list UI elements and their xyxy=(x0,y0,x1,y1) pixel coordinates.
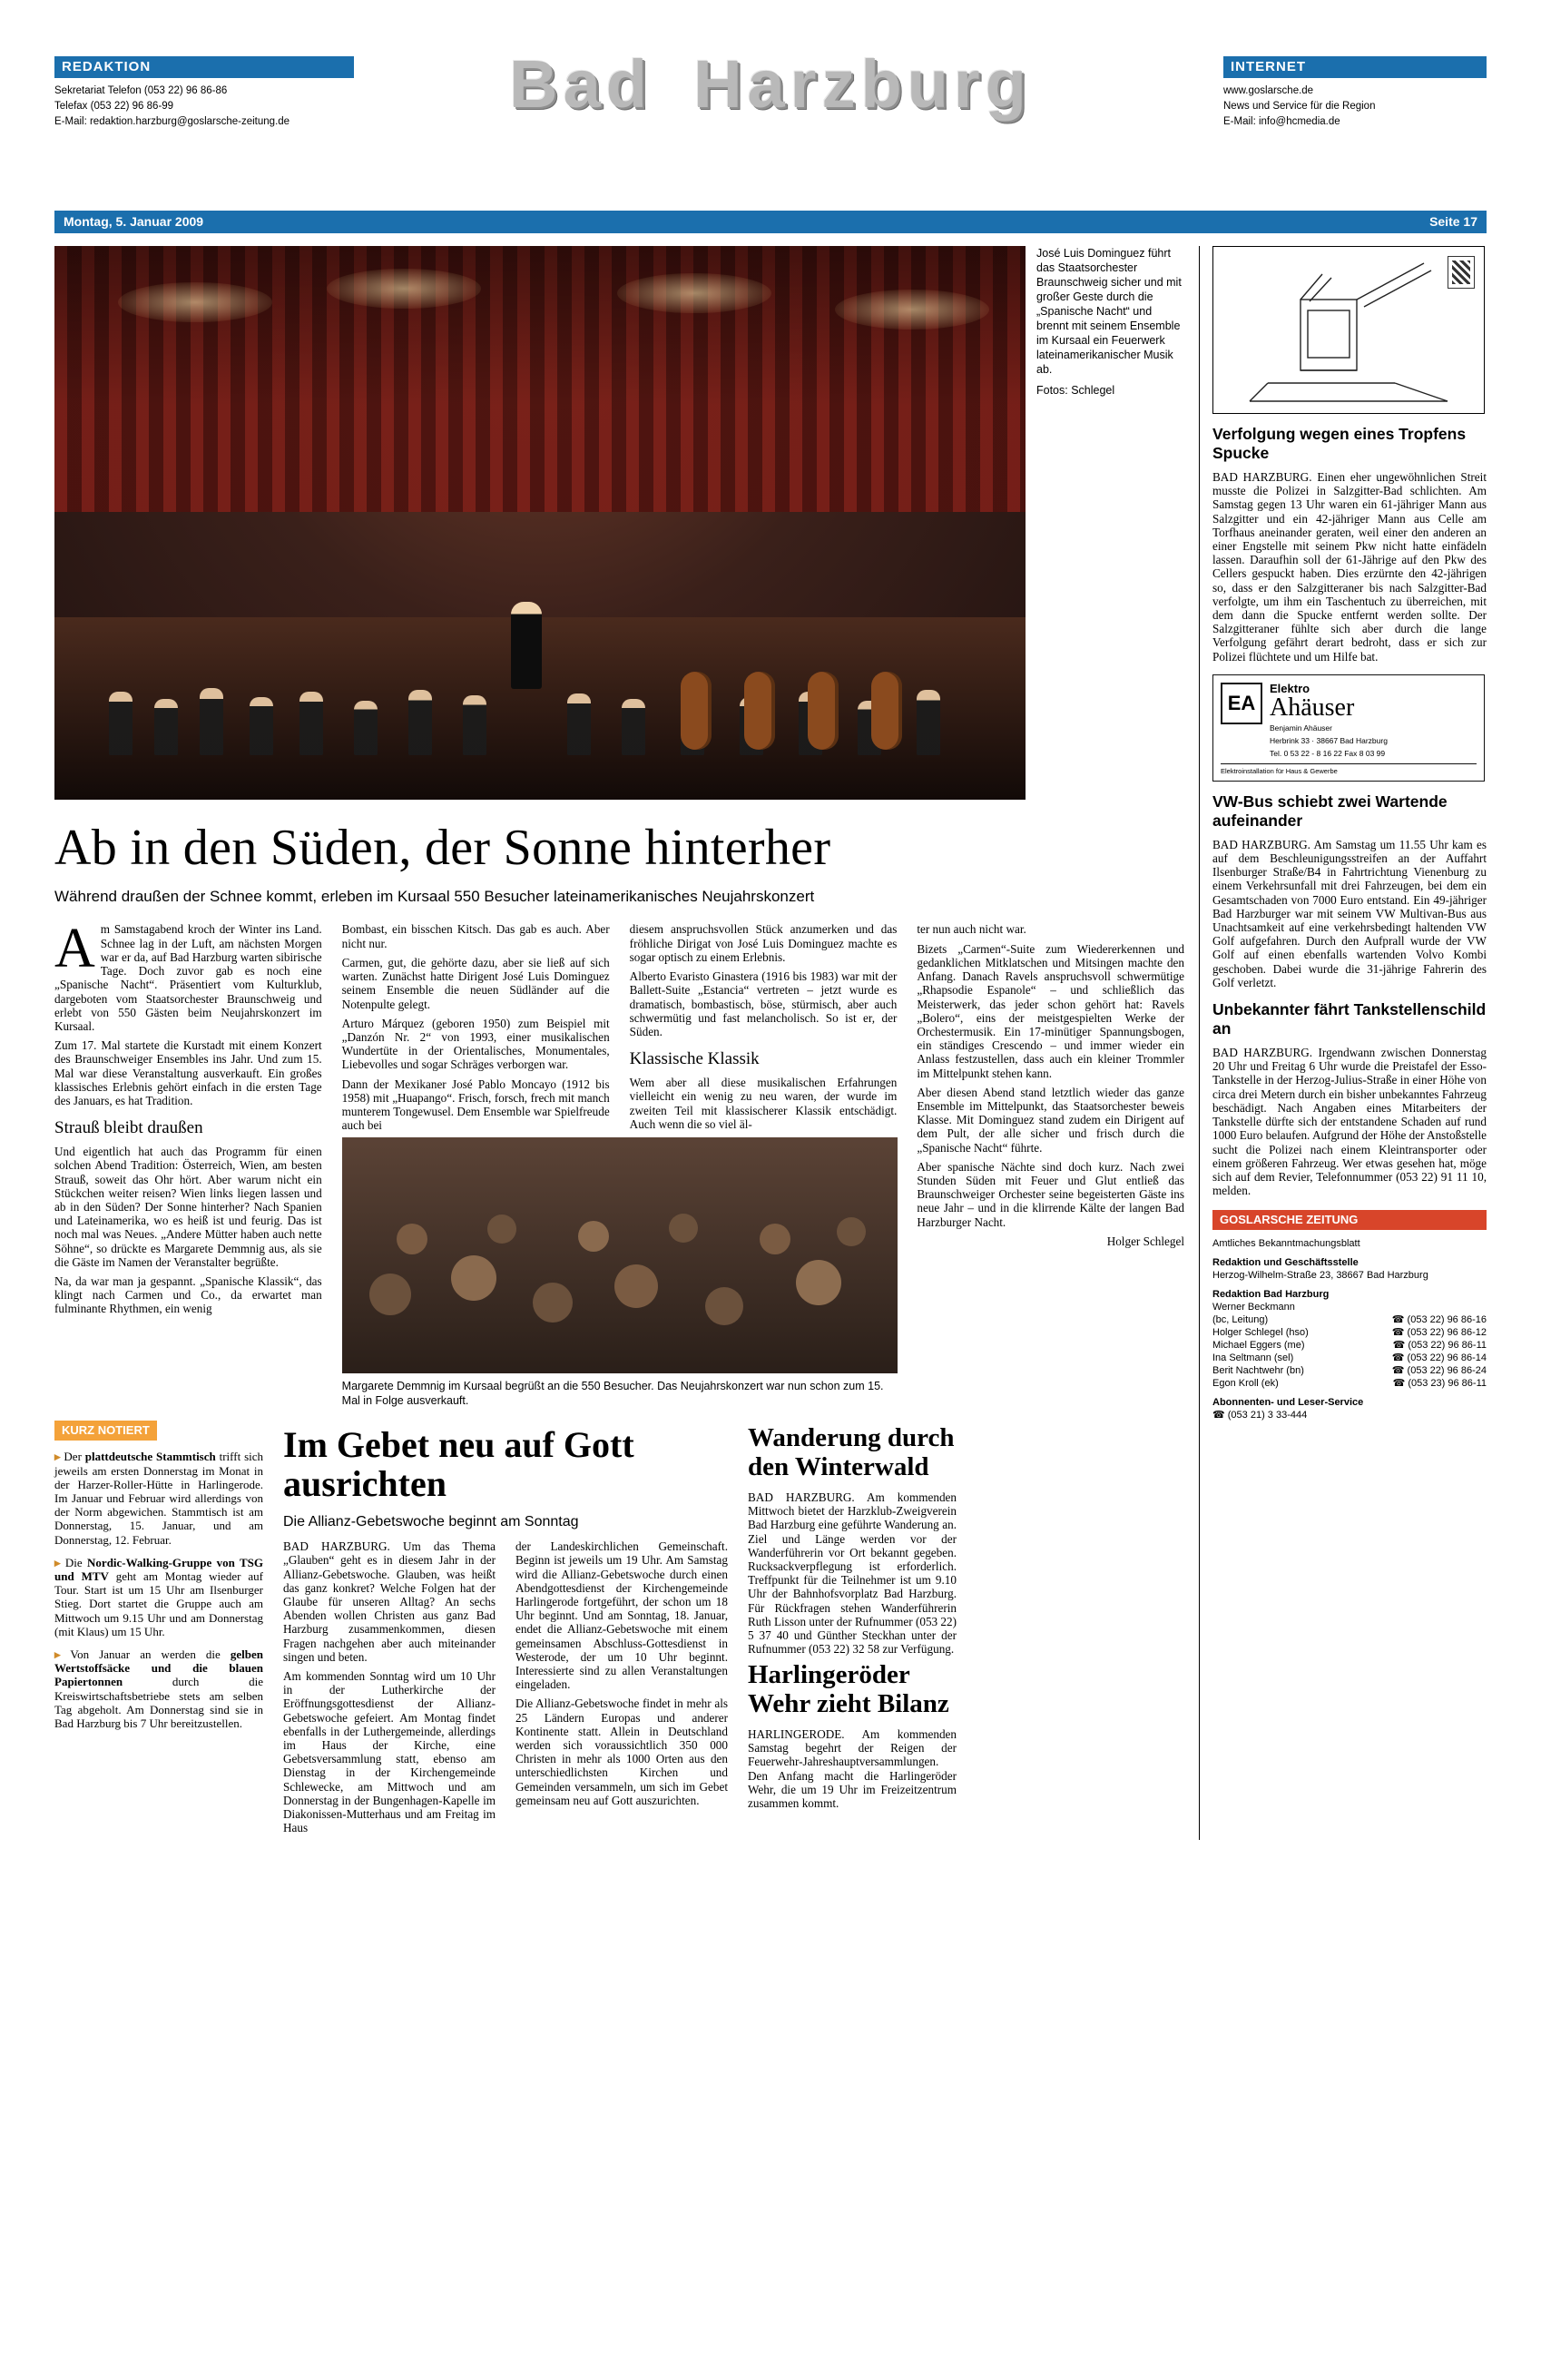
bullet-arrow-icon: ▸ xyxy=(54,1647,61,1661)
gebet-c2-p1: der Landeskirchlichen Gemeinschaft. Beginn ist jeweils um 19 Uhr. Am Samstag wird die Allianz-Gebetswoche durch einen Abendgottesdienst der Kirchengemeinde Harlingerode fortgeführt, der schon um 18 Uhr beginnt. Und am Sonntag, 18. Januar, endet die Allianz-Gebetswoche mit einem gemeinsamen Abschluss-Gottesdienst in Westerode, der um 10 Uhr beginnt. Interessierte sind zu allen Veranstaltungen eingeladen. xyxy=(515,1539,728,1692)
advertisement-elektro-ahaeuser[interactable] xyxy=(1212,674,1485,782)
imprint-row-phone: ☎ (053 23) 96 86-11 xyxy=(1392,1378,1487,1390)
news1-headline: Verfolgung wegen eines Tropfens Spucke xyxy=(1212,425,1467,462)
kurz-item-3-bold: gelben Wertstoffsäcke und die blauen Papiertonnen xyxy=(54,1647,263,1689)
date-bar xyxy=(54,211,1487,233)
harl-article xyxy=(748,1661,957,1810)
page-body xyxy=(54,246,1487,1840)
lead-article-columns xyxy=(54,918,1185,1408)
coat-of-arms-icon xyxy=(1448,256,1475,289)
imprint-row-name: Werner Beckmann xyxy=(1212,1302,1295,1313)
ad-logo-icon: EA xyxy=(1221,683,1262,724)
lead-col-4 xyxy=(917,922,1184,1408)
imprint-row-phone: ☎ (053 22) 96 86-16 xyxy=(1391,1314,1487,1326)
kurz-item xyxy=(54,1450,263,1546)
gebet-c2-p2: Die Allianz-Gebetswoche findet in mehr als 25 Ländern Europas und anderer Kontinente statt. Allein in Deutschland werden sich voraussichtlich 350 000 Christen in mehr als 1000 Orten aus den unterschiedlichsten Kirchen und Gemeinden versammeln, um sich im Gebet gemeinsam neu auf Gott auszurichten. xyxy=(515,1696,728,1807)
lead-col2-p4: Dann der Mexikaner José Pablo Moncayo (1912 bis 1958) mit „Huapango“. Frisch, forsch, frech mit manch munterem Tongewusel. Dem Ensemble war Spielfreude auch bei xyxy=(341,1077,610,1133)
imprint-block xyxy=(1212,1210,1487,1421)
kurz-item-2-text: geht am Montag wieder auf Tour. Start ist um 15 Uhr am Ilsenburger Stieg. Dort startet die Gruppe auch am Mittwoch um 9.15 Uhr und am Donnerstag (mit Klaus) um 15 Uhr. xyxy=(54,1569,263,1638)
wander-headline: Wanderung durch den Winterwald xyxy=(748,1423,955,1481)
ad-name-line2: Ahäuser xyxy=(1270,693,1355,722)
harl-headline: Harlingeröder Wehr zieht Bilanz xyxy=(748,1660,949,1718)
internet-line-1: www.goslarsche.de xyxy=(1223,85,1314,96)
lead-col3-p1: diesem anspruchsvollen Stück anzumerken und das fröhliche Dirigat von José Luis Dominguez machte es sogar optisch zu einem Erlebnis. xyxy=(629,922,898,964)
conductor-figure xyxy=(511,602,542,689)
imprint-row-phone: ☎ (053 22) 96 86-14 xyxy=(1391,1352,1487,1364)
newspaper-page xyxy=(0,46,1541,2380)
lower-section xyxy=(54,1421,1184,1840)
lead-col4-p2: Bizets „Carmen“-Suite zum Wiedererkennen und gedanklichen Mitklatschen und Mitsingen machte den Anfang. Danach Ravels anspruchsvoll schwermütige „Rhapsodie Espanole“ – und schließlich das Meisterwerk, das jeder schon gehört hat: Ravels „Bolero“, eins der meistgespielten Werke der Orchestermusik. Ein 17-minütiger Spannungsbogen, ein ständiges Crescendo – und immer wieder ein Anlass festzustellen, dass auch ein kleiner Trommler im Mittelpunkt stehen kann. xyxy=(917,941,1185,1080)
imprint-row xyxy=(1212,1326,1487,1339)
illustration-box xyxy=(1212,246,1485,414)
lead-col1-p3: Und eigentlich hat auch das Programm für einen solchen Abend Tradition: Österreich, Wien, am besten Strauß, soweit das Ohr hört. Aber warum nicht ein Stückchen weiter reisen? Wien links liegen lassen und ab in den Süden? Der Sonne hinterher? Nach Spanien und Lateinamerika, wo es heiß ist und feurig. Das ist noch mal was Neues. „Andere Mütter haben auch nette Söhne“, so drückte es Margarete Demmnig aus, als sie die Gäste im Namen der Veranstalter begrüßte. xyxy=(54,1145,322,1269)
gebet-subheadline: Die Allianz-Gebetswoche beginnt am Sonntag xyxy=(283,1514,579,1530)
redaktion-line-2: Telefax (053 22) 96 86-99 xyxy=(54,101,174,112)
imprint-red2-heading: Redaktion Bad Harzburg xyxy=(1212,1289,1330,1301)
imprint-row xyxy=(1212,1313,1487,1326)
fountain-illustration-icon xyxy=(1213,247,1484,413)
audience-photo-caption: Margarete Demmnig im Kursaal begrüßt an die 550 Besucher. Das Neujahrskonzert war nun schon zum 15. Mal in Folge ausverkauft. xyxy=(341,1380,884,1408)
gebet-article xyxy=(283,1421,728,1840)
news3-text: BAD HARZBURG. Irgendwann zwischen Donnerstag 20 Uhr und Freitag 6 Uhr wurde die Preistafel der Esso-Tankstelle in der Herzog-Julius-Straße in einer Höhe von circa drei Metern durch ein bisher unbekanntes Fahrzeug beschädigt. Nach Angaben eines Mitarbeiters der Tankstelle dürfte sich der entstandene Schaden auf rund 1000 Euro belaufen. Aufgrund der Höhe der Anstoßstelle sucht die Polizei nach einem Kleintransporter oder einem größeren Fahrzeug. Wer etwas gesehen hat, möge sich auf dem Revier, Telefonnummer (053 22) 91 11 10, melden. xyxy=(1212,1046,1487,1198)
news1-text: BAD HARZBURG. Einen eher ungewöhnlichen Streit musste die Polizei in Salzgitter-Bad schlichten. Am Samstag gegen 13 Uhr waren ein 61-jähriger Mann aus Salzgitter und ein 42-jähriger Mann aus Celle am Torfhaus aneinander geraten, weil einer den anderen an einer Engstelle mit seinem Pkw nicht hatte einfädeln lassen. Daraufhin soll der 61-Jährige auf den Pkw des Cellers gespuckt haben. Dies erzürnte den 42-jährigen so, dass er den Salzgitteraner bis nach Salzgitter-Bad verfolgte, um ihm ein Taschentuch zu überreichen, mit dem dann die Spucke entfernt werden sollte. Der Salzgitteraner fühlte sich aber durch die lange Verfolgung gefährt derart bedroht, dass er sich zur Polizei flüchtete und um Hilfe bat. xyxy=(1212,470,1487,664)
imprint-row xyxy=(1212,1377,1487,1390)
ad-phones: Tel. 0 53 22 - 8 16 22 Fax 8 03 99 xyxy=(1270,748,1386,758)
kurz-item-1-bold: plattdeutsche Stammtisch xyxy=(84,1450,216,1464)
gebet-c1-p1: BAD HARZBURG. Um das Thema „Glauben“ geht es in diesem Jahr in der Allianz-Gebetswoche. Glauben, was heißt das ganz konkret? Welche Folgen hat der Glaube für unseren Alltag? An sechs Abenden wollen Christen aus ganz Bad Harzburg zusammenkommen, diesen Fragen nachgehen aber auch miteinander singen und beten. xyxy=(283,1539,496,1664)
gebet-col-1 xyxy=(283,1539,496,1840)
lead-col4-p1: ter nun auch nicht war. xyxy=(917,922,1026,937)
lead-headline: Ab in den Süden, der Sonne hinterher xyxy=(54,820,831,876)
redaktion-line-1: Sekretariat Telefon (053 22) 96 86-86 xyxy=(54,85,228,96)
kurz-notiert-column xyxy=(54,1421,263,1840)
news2-headline: VW-Bus schiebt zwei Wartende aufeinander xyxy=(1212,792,1448,830)
lead-byline: Holger Schlegel xyxy=(1106,1234,1185,1248)
page-number: Seite 17 xyxy=(1429,214,1477,229)
imprint-row-phone: ☎ (053 22) 96 86-12 xyxy=(1391,1327,1487,1339)
redaktion-tag: REDAKTION xyxy=(54,56,354,78)
harl-p1: HARLINGERODE. Am kommenden Samstag begehrt der Reigen der Feuerwehr-Jahreshauptversammlungen. Den Anfang macht die Harlingeröder Wehr, die um 19 Uhr im Freizeitzentrum zusammen kommt. xyxy=(748,1727,957,1811)
gebet-col-2 xyxy=(515,1539,728,1840)
kurz-notiert-tag: KURZ NOTIERT xyxy=(54,1421,157,1441)
kurz-item-3-before: Von Januar an werden die xyxy=(70,1647,231,1661)
imprint-row-name: Berit Nachtwehr (bn) xyxy=(1212,1365,1304,1377)
news3-headline: Unbekannter fährt Tankstellenschild an xyxy=(1212,1000,1487,1038)
imprint-row-name: Egon Kroll (ek) xyxy=(1212,1378,1279,1390)
lead-col1-subhead: Strauß bleibt draußen xyxy=(54,1118,203,1138)
lead-col1-p4: Na, da war man ja gespannt. „Spanische Klassik“, das klingt nach Carmen und Co., da erwartet man fulminante Rhythmen, ein wenig xyxy=(54,1274,322,1316)
kurz-item-2-before: Die xyxy=(64,1555,88,1569)
logo-word-1: Bad xyxy=(509,46,653,122)
kurz-item-3-text: durch die Kreiswirtschaftsbetriebe stets am selben Tag abgeholt. Am Donnerstag sind sie in Bad Harzburg bis 7 Uhr bereitzustellen. xyxy=(54,1675,263,1730)
internet-contact xyxy=(1223,84,1487,130)
imprint-row-name: Ina Seltmann (sel) xyxy=(1212,1352,1294,1364)
imprint-row-name: Holger Schlegel (hso) xyxy=(1212,1327,1309,1339)
imprint-row-name: Michael Eggers (me) xyxy=(1212,1340,1305,1352)
imprint-row xyxy=(1212,1339,1487,1352)
issue-date: Montag, 5. Januar 2009 xyxy=(64,214,204,229)
lead-subheadline: Während draußen der Schnee kommt, erleben im Kursaal 550 Besucher lateinamerikanisches Neujahrskonzert xyxy=(54,888,815,906)
right-column xyxy=(1199,246,1487,1840)
lead-col3-p3: Wem aber all diese musikalischen Erfahrungen vielleicht ein wenig zu neu waren, der wurde im zweiten Teil mit klassischerer Klassik entschädigt. Auch wenn die so viel äl- xyxy=(629,1076,898,1131)
wander-and-harl-column xyxy=(748,1421,957,1840)
news2-text: BAD HARZBURG. Am Samstag um 11.55 Uhr kam es auf dem Beschleunigungsstreifen an der Auffahrt Ilsenburger Straße/B4 in Fahrtrichtung Vienenburg zu einem Verkehrsunfall mit drei Fahrzeugen, bei dem ein Gesamtschaden von 7000 Euro entstand. Ein 49-jähriger Bad Harzburger war mit seinem VW Multivan-Bus aus Unachtsamkeit auf eine verkehrsbedingt haltenden VW Golf aufgefahren. Durch den Aufprall wurde der VW Golf auf einen ebenfalls wartenden Volvo Kombi geschoben. Dabei wurde die 31-jährige Fahrerin des Golf verletzt. xyxy=(1212,837,1487,989)
kurz-item-1-text: trifft sich jeweils am ersten Donnerstag im Monat in der Harzer-Roller-Hütte in Harlingerode. Im Januar und Februar wird allerdings von der Norm abgewichen. Stammtisch ist am Donnerstag, 15. Januar, und am Donnerstag, 12. Februar. xyxy=(54,1450,264,1547)
lead-col3-p2: Alberto Evaristo Ginastera (1916 bis 1983) war mit der Ballett-Suite „Estancia“ vertreten – jetzt wurde es dramatisch, bombastisch, böse, stürmisch, aber auch schwermütig und fast melancholisch. So ist er, der Süden. xyxy=(629,969,898,1038)
wander-p1: BAD HARZBURG. Am kommenden Mittwoch bietet der Harzklub-Zweigverein Bad Harzburg eine geführte Wanderung an. Ziel und Länge werden vor der Wanderführerin vor Ort bekannt gegeben. Rucksackverpflegung ist erforderlich. Treffpunkt für die Teilnehmer ist um 9.10 Uhr der Bahnhofsvorplatz Bad Harzburg. Für Rückfragen stehen Wanderführerin Ruth Lisson unter der Rufnummer (053 22) 5 37 40 und Günther Steckhan unter der Rufnummer (053 22) 32 58 zur Verfügung. xyxy=(748,1490,957,1657)
lead-col2-p1: Bombast, ein bisschen Kitsch. Das gab es auch. Aber nicht nur. xyxy=(341,922,610,950)
imprint-row xyxy=(1212,1301,1487,1313)
ad-footer: Elektroinstallation für Haus & Gewerbe xyxy=(1221,763,1477,775)
kurz-item xyxy=(54,1556,263,1638)
imprint-line1: Amtliches Bekanntmachungsblatt xyxy=(1212,1238,1360,1250)
internet-line-3: E-Mail: info@hcmedia.de xyxy=(1223,116,1340,127)
imprint-row xyxy=(1212,1364,1487,1377)
lead-col2-p3: Arturo Márquez (geboren 1950) zum Beispiel mit „Danzón Nr. 2“ von 1993, einer musikalischen Wundertüte in der Orientalisches, Monumentales, Liebevolles und sogar Schräges verborgen war. xyxy=(341,1016,610,1072)
kurz-item xyxy=(54,1647,263,1730)
lead-photo xyxy=(54,246,1026,800)
gebet-c1-p2: Am kommenden Sonntag wird um 10 Uhr in der Lutherkirche der Eröffnungsgottesdienst der Allianz-Gebetswoche gefeiert. Am Montag findet ebenfalls in der Luthergemeinde, allerdings im Haus der Kirche, eine Gebetsversammlung statt, ebenso am Dienstag in der Kirchengemeinde Schlewecke, am Mittwoch und am Donnerstag in der Bungenhagen-Kapelle im Diakonissen-Mutterhaus und am Freitag im Haus xyxy=(283,1668,496,1835)
lead-col4-p4: Aber spanische Nächte sind doch kurz. Nach zwei Stunden Süden mit Feuer und Glut entließ das Braunschweiger Orchester seine begeisterten Gäste ins neue Jahr – und in die klirrende Kälte der langen Bad Harzburger Nacht. xyxy=(917,1159,1185,1229)
lead-col4-p3: Aber diesen Abend stand letztlich wieder das ganze Ensemble im Mittelpunkt, das Staatsorchester beweis Klasse. Mit Dominguez stand zudem ein Dirigent auf dem Pult, der alle sicher und frisch durch die „Spanische Nacht“ führte. xyxy=(917,1085,1185,1155)
internet-line-2: News und Service für die Region xyxy=(1223,101,1376,112)
masthead xyxy=(54,46,1487,202)
kurz-item-1-before: Der xyxy=(64,1450,85,1464)
lead-col1-p1: Am Samstagabend kroch der Winter ins Land. Schnee lag in der Luft, am nächsten Morgen war er da, auf Bad Harzburg warten sibirische Tage. Doch zuvor gab es noch eine „Spanische Nacht“. Präsentiert vom Kulturklub, dargeboten vom Staatsorchester Braunschweig und erlebt von 550 Gästen beim Neujahrskonzert im Kursaal. xyxy=(54,918,322,1033)
ad-name-line1: Elektro xyxy=(1270,681,1310,695)
lead-photo-caption xyxy=(1036,246,1182,398)
lead-photo-block xyxy=(54,246,1184,802)
lead-col2-p2: Carmen, gut, die gehörte dazu, aber sie ließ auf sich warten. Zunächst hatte Dirigent José Luis Dominguez seinem Ensemble die neuen Südländer auf die Notenpulte gelegt. xyxy=(341,955,610,1011)
lead-col3-subhead: Klassische Klassik xyxy=(629,1049,760,1069)
lead-col-1 xyxy=(54,918,322,1408)
imprint-red-heading: Redaktion und Geschäftsstelle xyxy=(1212,1257,1359,1269)
imprint-row xyxy=(1212,1352,1487,1364)
logo-word-2: Harzburg xyxy=(693,46,1032,122)
imprint-row-phone: ☎ (053 22) 96 86-11 xyxy=(1392,1340,1487,1352)
redaktion-line-3: E-Mail: redaktion.harzburg@goslarsche-zeitung.de xyxy=(54,116,290,127)
imprint-abo-heading: Abonnenten- und Leser-Service xyxy=(1212,1397,1364,1409)
internet-tag: INTERNET xyxy=(1223,56,1487,78)
kurz-item-2-bold: Nordic-Walking-Gruppe von TSG und MTV xyxy=(54,1555,263,1583)
imprint-abo-phone: ☎ (053 21) 3 33-444 xyxy=(1212,1410,1308,1421)
ad-owner: Benjamin Ahäuser xyxy=(1270,723,1332,733)
bullet-arrow-icon: ▸ xyxy=(54,1450,61,1464)
imprint-row-phone: ☎ (053 22) 96 86-24 xyxy=(1391,1365,1487,1377)
imprint-red-address: Herzog-Wilhelm-Straße 23, 38667 Bad Harzburg xyxy=(1212,1270,1428,1282)
ad-address: Herbrink 33 · 38667 Bad Harzburg xyxy=(1270,735,1388,745)
imprint-tag: GOSLARSCHE ZEITUNG xyxy=(1212,1210,1487,1230)
gebet-headline: Im Gebet neu auf Gott ausrichten xyxy=(283,1424,634,1504)
lead-photo-caption-text: José Luis Dominguez führt das Staatsorchester Braunschweig sicher und mit großer Geste durch die „Spanische Nacht“ und brennt mit seinem Ensemble im Kursaal ein Feuerwerk lateinamerikanischer Musik ab. xyxy=(1036,247,1182,376)
lead-col1-p2: Zum 17. Mal startete die Kurstadt mit einem Konzert des Braunschweiger Ensembles ins Jahr. Und zum 15. Mal war diese Veranstaltung ausverkauft. Ein großes klassisches Erlebnis gehört einfach in die ersten Tage des Januars, es hat Tradition. xyxy=(54,1038,322,1107)
masthead-internet xyxy=(1223,56,1487,130)
audience-photo xyxy=(342,1137,898,1373)
main-column xyxy=(54,246,1184,1840)
imprint-row-name: (bc, Leitung) xyxy=(1212,1314,1269,1326)
bullet-arrow-icon: ▸ xyxy=(54,1555,61,1569)
lead-photo-credit: Fotos: Schlegel xyxy=(1036,384,1115,397)
